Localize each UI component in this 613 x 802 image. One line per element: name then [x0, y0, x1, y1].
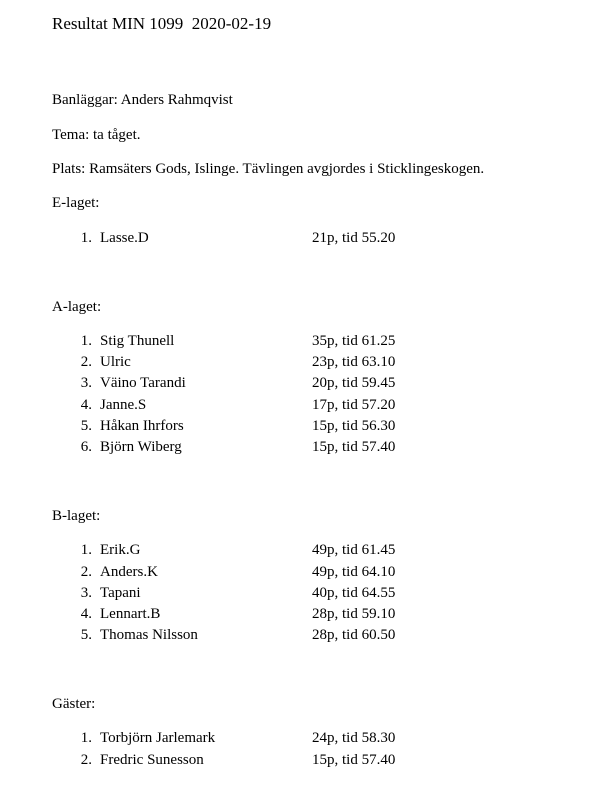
rank: 4. — [80, 397, 92, 413]
score: 15p, tid 57.40 — [312, 752, 396, 768]
result-row — [0, 439, 613, 460]
team-heading-a: A-laget: — [52, 299, 102, 315]
result-row — [0, 585, 613, 606]
result-row — [0, 564, 613, 585]
rank: 3. — [80, 585, 92, 601]
result-row — [0, 730, 613, 751]
place: Plats: Ramsäters Gods, Islinge. Tävlingen avgjordes i Sticklingeskogen. — [52, 161, 485, 177]
score: 17p, tid 57.20 — [312, 397, 396, 413]
participant-name: Lasse.D — [100, 230, 149, 246]
result-row — [0, 752, 613, 773]
participant-name: Torbjörn Jarlemark — [100, 730, 216, 746]
participant-name: Anders.K — [100, 564, 158, 580]
score: 20p, tid 59.45 — [312, 375, 396, 391]
team-heading-guests: Gäster: — [52, 696, 96, 712]
participant-name: Ulric — [100, 354, 131, 370]
rank: 2. — [80, 564, 92, 580]
team-heading-b: B-laget: — [52, 508, 101, 524]
course-setter: Banläggar: Anders Rahmqvist — [52, 92, 233, 108]
result-row — [0, 606, 613, 627]
participant-name: Stig Thunell — [100, 333, 175, 349]
theme: Tema: ta tåget. — [52, 127, 141, 143]
score: 49p, tid 64.10 — [312, 564, 396, 580]
score: 28p, tid 59.10 — [312, 606, 396, 622]
result-row — [0, 627, 613, 648]
participant-name: Thomas Nilsson — [100, 627, 198, 643]
rank: 1. — [80, 230, 92, 246]
result-row — [0, 333, 613, 354]
result-row — [0, 542, 613, 563]
result-row — [0, 230, 613, 251]
result-row — [0, 418, 613, 439]
participant-name: Björn Wiberg — [100, 439, 182, 455]
score: 15p, tid 56.30 — [312, 418, 396, 434]
team-heading-e: E-laget: — [52, 195, 100, 211]
score: 23p, tid 63.10 — [312, 354, 396, 370]
participant-name: Håkan Ihrfors — [100, 418, 184, 434]
rank: 1. — [80, 730, 92, 746]
rank: 3. — [80, 375, 92, 391]
participant-name: Tapani — [100, 585, 141, 601]
score: 28p, tid 60.50 — [312, 627, 396, 643]
participant-name: Lennart.B — [100, 606, 161, 622]
rank: 2. — [80, 752, 92, 768]
result-row — [0, 397, 613, 418]
score: 49p, tid 61.45 — [312, 542, 396, 558]
score: 40p, tid 64.55 — [312, 585, 396, 601]
participant-name: Erik.G — [100, 542, 141, 558]
score: 24p, tid 58.30 — [312, 730, 396, 746]
rank: 1. — [80, 333, 92, 349]
score: 21p, tid 55.20 — [312, 230, 396, 246]
participant-name: Fredric Sunesson — [100, 752, 204, 768]
participant-name: Väino Tarandi — [100, 375, 186, 391]
rank: 5. — [80, 418, 92, 434]
score: 15p, tid 57.40 — [312, 439, 396, 455]
page-title: Resultat MIN 1099 2020-02-19 — [52, 14, 272, 33]
rank: 5. — [80, 627, 92, 643]
rank: 4. — [80, 606, 92, 622]
rank: 6. — [80, 439, 92, 455]
rank: 2. — [80, 354, 92, 370]
rank: 1. — [80, 542, 92, 558]
result-row — [0, 375, 613, 396]
score: 35p, tid 61.25 — [312, 333, 396, 349]
result-row — [0, 354, 613, 375]
participant-name: Janne.S — [100, 397, 147, 413]
